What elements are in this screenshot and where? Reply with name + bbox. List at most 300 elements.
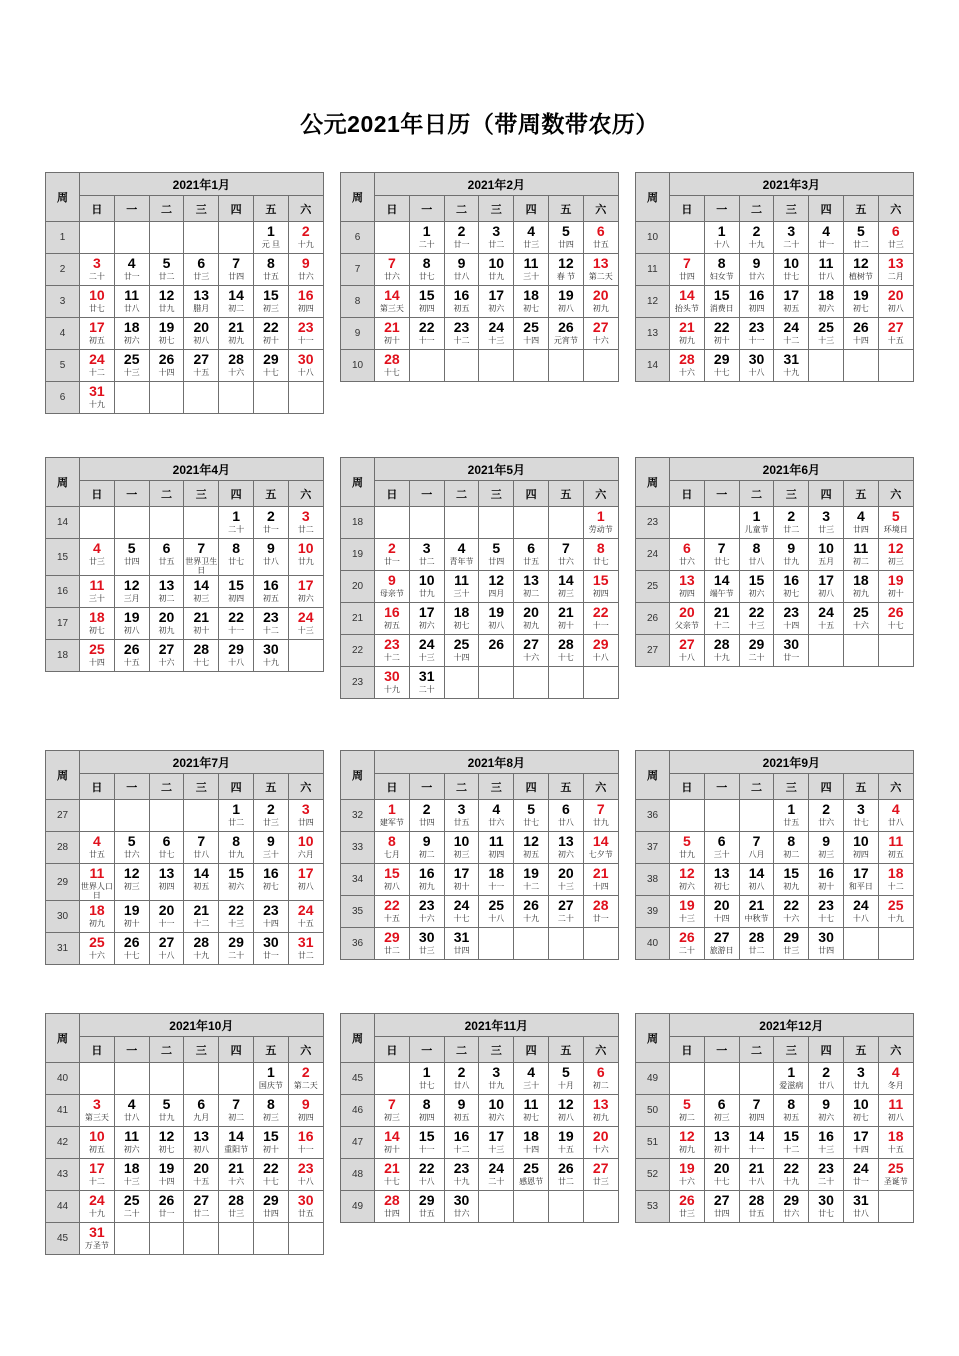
day-cell (219, 1127, 254, 1159)
day-cell (409, 896, 444, 928)
lunar-date: 十二 (783, 1145, 800, 1154)
lunar-date: 初八 (383, 882, 400, 891)
lunar-date: 二十 (418, 240, 435, 249)
empty-day-cell (479, 928, 514, 960)
lunar-date: 初五 (783, 304, 800, 313)
day-cell (739, 1127, 774, 1159)
empty-day-cell (114, 507, 149, 539)
day-number: 25 (887, 897, 904, 913)
empty-day-cell (80, 800, 115, 832)
day-number: 20 (713, 1160, 730, 1176)
day-cell (288, 832, 323, 864)
lunar-date: 初十 (887, 589, 904, 598)
day-number: 8 (388, 833, 396, 849)
lunar-date: 十八 (418, 1177, 435, 1186)
day-number: 11 (89, 865, 105, 881)
day-cell (375, 1191, 410, 1223)
day-cell (809, 1063, 844, 1095)
empty-day-cell (704, 507, 739, 539)
day-cell (288, 539, 323, 576)
lunar-date: 二月 (887, 272, 904, 281)
day-cell (253, 318, 288, 350)
day-number: 12 (488, 572, 505, 588)
empty-day-cell (548, 928, 583, 960)
day-number: 21 (748, 897, 765, 913)
day-number: 22 (263, 1160, 279, 1176)
weekday-header: 二 (739, 481, 774, 507)
day-number: 15 (748, 572, 765, 588)
day-number: 9 (301, 1096, 310, 1112)
day-cell (184, 901, 219, 933)
day-cell (288, 1191, 323, 1223)
day-cell (375, 928, 410, 960)
lunar-date: 十三 (297, 626, 314, 635)
week-number: 5 (46, 350, 80, 382)
day-cell (670, 350, 705, 382)
lunar-date: 六月 (297, 850, 314, 859)
lunar-date: 抬头节 (674, 304, 699, 313)
lunar-date: 廿一 (123, 272, 140, 281)
month-calendar (635, 1013, 914, 1223)
lunar-date: 十四 (592, 882, 609, 891)
day-cell (583, 864, 618, 896)
lunar-date: 初七 (158, 1145, 175, 1154)
day-cell (739, 1191, 774, 1223)
day-cell (253, 286, 288, 318)
day-number: 8 (266, 1096, 275, 1112)
lunar-date: 廿七 (418, 1081, 435, 1090)
day-cell (149, 350, 184, 382)
day-cell (704, 635, 739, 667)
day-cell (514, 603, 549, 635)
lunar-date: 十一 (488, 882, 505, 891)
empty-day-cell (219, 382, 254, 414)
lunar-date: 初三 (453, 850, 470, 859)
day-number: 18 (123, 1160, 140, 1176)
day-number: 12 (523, 833, 539, 849)
day-number: 15 (263, 287, 279, 303)
lunar-date: 廿五 (297, 1209, 314, 1218)
lunar-date: 初二 (678, 1113, 695, 1122)
day-number: 29 (783, 1192, 800, 1208)
day-cell (219, 800, 254, 832)
day-cell (375, 667, 410, 699)
day-number: 17 (853, 1128, 869, 1144)
day-cell (149, 640, 184, 672)
lunar-date: 廿四 (418, 818, 435, 827)
day-number: 8 (422, 255, 431, 271)
week-header: 周 (46, 1014, 80, 1063)
day-cell (583, 318, 618, 350)
day-number: 10 (853, 833, 869, 849)
day-number: 25 (887, 1160, 904, 1176)
day-cell (704, 539, 739, 571)
day-number: 22 (592, 604, 609, 620)
day-cell (809, 318, 844, 350)
day-cell (704, 1095, 739, 1127)
day-number: 8 (232, 833, 240, 849)
empty-day-cell (184, 800, 219, 832)
day-cell (375, 896, 410, 928)
day-cell (548, 539, 583, 571)
day-cell (288, 507, 323, 539)
lunar-date: 初四 (228, 594, 245, 603)
day-number: 9 (457, 1096, 466, 1112)
lunar-date: 初二 (852, 557, 869, 566)
lunar-date: 消费日 (709, 304, 734, 313)
day-cell (514, 1159, 549, 1191)
day-cell (149, 254, 184, 286)
weekday-header: 三 (774, 196, 809, 222)
day-number: 18 (853, 572, 869, 588)
day-number: 7 (717, 540, 726, 556)
day-number: 14 (228, 287, 244, 303)
lunar-date: 十五 (887, 1145, 904, 1154)
day-number: 20 (193, 319, 210, 335)
lunar-date: 二十 (678, 946, 695, 955)
day-cell (878, 864, 913, 896)
day-number: 28 (228, 351, 244, 367)
lunar-date: 十九 (88, 1209, 105, 1218)
lunar-date: 廿一 (818, 240, 835, 249)
day-number: 24 (89, 1192, 105, 1208)
day-cell (704, 1159, 739, 1191)
day-cell (704, 896, 739, 928)
day-cell (479, 896, 514, 928)
day-cell (479, 603, 514, 635)
lunar-date: 十八 (297, 368, 314, 377)
lunar-date: 十九 (453, 1177, 470, 1186)
empty-day-cell (253, 1223, 288, 1255)
day-cell (704, 832, 739, 864)
day-number: 1 (232, 508, 240, 524)
weekday-header: 六 (878, 774, 913, 800)
day-cell (514, 254, 549, 286)
weekday-header: 四 (514, 1037, 549, 1063)
day-number: 5 (492, 540, 501, 556)
weekday-header: 六 (878, 481, 913, 507)
day-cell (219, 640, 254, 672)
day-number: 9 (787, 540, 796, 556)
day-cell (670, 928, 705, 960)
day-number: 1 (232, 801, 240, 817)
lunar-date: 十四 (158, 1177, 175, 1186)
empty-day-cell (80, 507, 115, 539)
month-title: 2021年10月 (80, 1014, 324, 1037)
day-cell (843, 571, 878, 603)
weekday-header: 三 (774, 481, 809, 507)
lunar-date: 廿七 (158, 850, 175, 859)
day-number: 23 (263, 902, 279, 918)
day-number: 7 (197, 540, 206, 556)
day-number: 11 (124, 1128, 140, 1144)
day-cell (583, 1095, 618, 1127)
day-number: 13 (193, 287, 210, 303)
day-cell (80, 901, 115, 933)
week-number: 18 (46, 640, 80, 672)
day-cell (444, 571, 479, 603)
day-number: 20 (158, 902, 175, 918)
day-number: 23 (297, 319, 314, 335)
lunar-date: 廿二 (297, 951, 314, 960)
day-number: 19 (158, 319, 175, 335)
day-number: 25 (89, 934, 105, 950)
day-number: 2 (266, 508, 275, 524)
lunar-date: 廿四 (557, 240, 574, 249)
day-cell (219, 608, 254, 640)
day-number: 13 (713, 1128, 730, 1144)
lunar-date: 初十 (262, 1145, 279, 1154)
lunar-date: 初九 (418, 882, 435, 891)
week-header: 周 (46, 173, 80, 222)
day-cell (583, 539, 618, 571)
day-cell (409, 318, 444, 350)
day-number: 9 (422, 833, 431, 849)
lunar-date: 十二 (88, 368, 105, 377)
lunar-date: 初六 (228, 882, 245, 891)
month-calendar (340, 172, 619, 382)
weekday-header: 日 (80, 196, 115, 222)
day-number: 4 (856, 508, 865, 524)
day-number: 10 (453, 833, 470, 849)
lunar-date: 初三 (383, 1113, 400, 1122)
day-number: 9 (301, 255, 310, 271)
weekday-header: 一 (704, 481, 739, 507)
lunar-date: 廿二 (158, 272, 175, 281)
day-number: 18 (89, 902, 105, 918)
day-cell (409, 1063, 444, 1095)
weekday-header: 五 (548, 1037, 583, 1063)
day-number: 26 (887, 604, 904, 620)
day-cell (114, 901, 149, 933)
week-header: 周 (636, 1014, 670, 1063)
lunar-date: 十七 (887, 621, 904, 630)
week-number: 27 (636, 635, 670, 667)
empty-day-cell (219, 222, 254, 254)
day-cell (288, 1127, 323, 1159)
day-number: 20 (523, 604, 539, 620)
day-number: 12 (123, 865, 140, 881)
day-number: 24 (818, 604, 834, 620)
day-cell (184, 1127, 219, 1159)
day-number: 29 (713, 351, 730, 367)
lunar-date: 十三 (123, 368, 140, 377)
weekday-header: 五 (253, 481, 288, 507)
lunar-date: 初十 (262, 336, 279, 345)
lunar-date: 和平日 (848, 882, 873, 891)
weekday-header: 四 (809, 1037, 844, 1063)
lunar-date: 初七 (852, 1113, 869, 1122)
empty-day-cell (479, 1191, 514, 1223)
day-number: 9 (266, 833, 275, 849)
lunar-date: 二十 (818, 1177, 835, 1186)
week-number: 53 (636, 1191, 670, 1223)
lunar-date: 廿五 (592, 240, 609, 249)
lunar-date: 初八 (123, 626, 140, 635)
day-cell (375, 539, 410, 571)
day-cell (479, 832, 514, 864)
lunar-date: 十一 (748, 336, 765, 345)
day-cell (288, 800, 323, 832)
day-number: 27 (679, 636, 695, 652)
lunar-date: 初六 (488, 1113, 505, 1122)
lunar-date: 十二 (383, 653, 400, 662)
day-number: 3 (856, 801, 865, 817)
day-cell (843, 800, 878, 832)
lunar-date: 廿七 (418, 272, 435, 281)
day-cell (409, 1191, 444, 1223)
lunar-date: 十六 (418, 914, 435, 923)
day-number: 27 (158, 641, 175, 657)
week-number: 36 (341, 928, 375, 960)
weekday-header: 六 (878, 1037, 913, 1063)
day-cell (219, 254, 254, 286)
lunar-date: 十八 (297, 1177, 314, 1186)
day-cell (444, 1063, 479, 1095)
week-number: 39 (636, 896, 670, 928)
lunar-date: 初九 (592, 1113, 609, 1122)
day-cell (878, 286, 913, 318)
day-cell (878, 1095, 913, 1127)
day-number: 9 (388, 572, 396, 588)
day-cell (444, 864, 479, 896)
day-cell (444, 539, 479, 571)
lunar-date: 十四 (88, 658, 105, 667)
weekday-header: 二 (444, 774, 479, 800)
day-number: 21 (193, 902, 210, 918)
month-title: 2021年2月 (375, 173, 619, 196)
day-number: 14 (748, 865, 765, 881)
lunar-date: 青年节 (449, 557, 474, 566)
day-number: 12 (679, 1128, 695, 1144)
day-number: 29 (418, 1192, 435, 1208)
lunar-date: 廿一 (852, 1177, 869, 1186)
day-number: 5 (561, 223, 570, 239)
day-cell (80, 382, 115, 414)
day-number: 30 (818, 929, 834, 945)
lunar-date: 初十 (713, 1145, 730, 1154)
day-cell (548, 864, 583, 896)
lunar-date: 十一 (158, 919, 175, 928)
day-number: 10 (488, 255, 505, 271)
day-cell (809, 1159, 844, 1191)
lunar-date: 元宵节 (553, 336, 578, 345)
day-number: 2 (422, 801, 431, 817)
day-cell (184, 1095, 219, 1127)
lunar-date: 廿四 (453, 946, 470, 955)
day-cell (670, 1159, 705, 1191)
weekday-header: 四 (219, 196, 254, 222)
week-number: 45 (341, 1063, 375, 1095)
day-number: 7 (197, 833, 206, 849)
day-cell (583, 832, 618, 864)
day-cell (253, 832, 288, 864)
weekday-header: 一 (114, 481, 149, 507)
lunar-date: 春 节 (556, 272, 575, 281)
day-cell (80, 1223, 115, 1255)
day-cell (149, 608, 184, 640)
empty-day-cell (444, 507, 479, 539)
day-cell (878, 1063, 913, 1095)
lunar-date: 廿四 (852, 525, 869, 534)
day-cell (149, 286, 184, 318)
day-number: 31 (297, 934, 314, 950)
day-number: 7 (683, 255, 691, 271)
lunar-date: 初四 (418, 1113, 435, 1122)
day-number: 9 (822, 833, 830, 849)
day-number: 18 (123, 319, 140, 335)
day-cell (774, 864, 809, 896)
lunar-date: 十四 (523, 336, 540, 345)
day-number: 4 (822, 223, 830, 239)
day-number: 15 (418, 1128, 435, 1144)
lunar-date: 七夕节 (588, 850, 613, 859)
day-cell (375, 832, 410, 864)
empty-day-cell (878, 928, 913, 960)
day-cell (514, 1063, 549, 1095)
lunar-date: 植树节 (848, 272, 873, 281)
week-number: 40 (46, 1063, 80, 1095)
month-title: 2021年3月 (670, 173, 914, 196)
day-cell (774, 1159, 809, 1191)
empty-day-cell (184, 1223, 219, 1255)
week-number: 15 (46, 539, 80, 576)
lunar-date: 廿六 (453, 1209, 470, 1218)
day-cell (583, 1159, 618, 1191)
day-number: 1 (752, 508, 761, 524)
day-cell (409, 603, 444, 635)
day-number: 7 (752, 1096, 761, 1112)
lunar-date: 十八 (678, 653, 695, 662)
lunar-date: 初三 (713, 1113, 730, 1122)
day-number: 4 (492, 801, 501, 817)
day-cell (253, 222, 288, 254)
lunar-date: 廿三 (193, 272, 210, 281)
empty-day-cell (583, 1191, 618, 1223)
empty-day-cell (149, 222, 184, 254)
day-cell (479, 1159, 514, 1191)
empty-day-cell (409, 507, 444, 539)
lunar-date: 十三 (678, 914, 695, 923)
day-number: 29 (384, 929, 400, 945)
day-cell (670, 603, 705, 635)
lunar-date: 初四 (748, 304, 765, 313)
empty-day-cell (878, 1191, 913, 1223)
day-cell (80, 286, 115, 318)
day-number: 7 (388, 255, 396, 271)
day-cell (809, 800, 844, 832)
day-cell (114, 864, 149, 901)
day-cell (114, 254, 149, 286)
lunar-date: 十五 (193, 368, 210, 377)
day-cell (184, 576, 219, 608)
weekday-header: 二 (739, 196, 774, 222)
day-number: 15 (384, 865, 400, 881)
day-number: 29 (263, 351, 279, 367)
empty-day-cell (114, 1063, 149, 1095)
day-cell (809, 603, 844, 635)
empty-day-cell (80, 222, 115, 254)
day-cell (548, 286, 583, 318)
day-number: 2 (388, 540, 396, 556)
day-cell (583, 1127, 618, 1159)
lunar-date: 十九 (783, 1177, 800, 1186)
week-number: 4 (46, 318, 80, 350)
lunar-date: 初三 (557, 589, 574, 598)
lunar-date: 廿七 (713, 557, 730, 566)
weekday-header: 五 (253, 196, 288, 222)
day-number: 30 (418, 929, 435, 945)
